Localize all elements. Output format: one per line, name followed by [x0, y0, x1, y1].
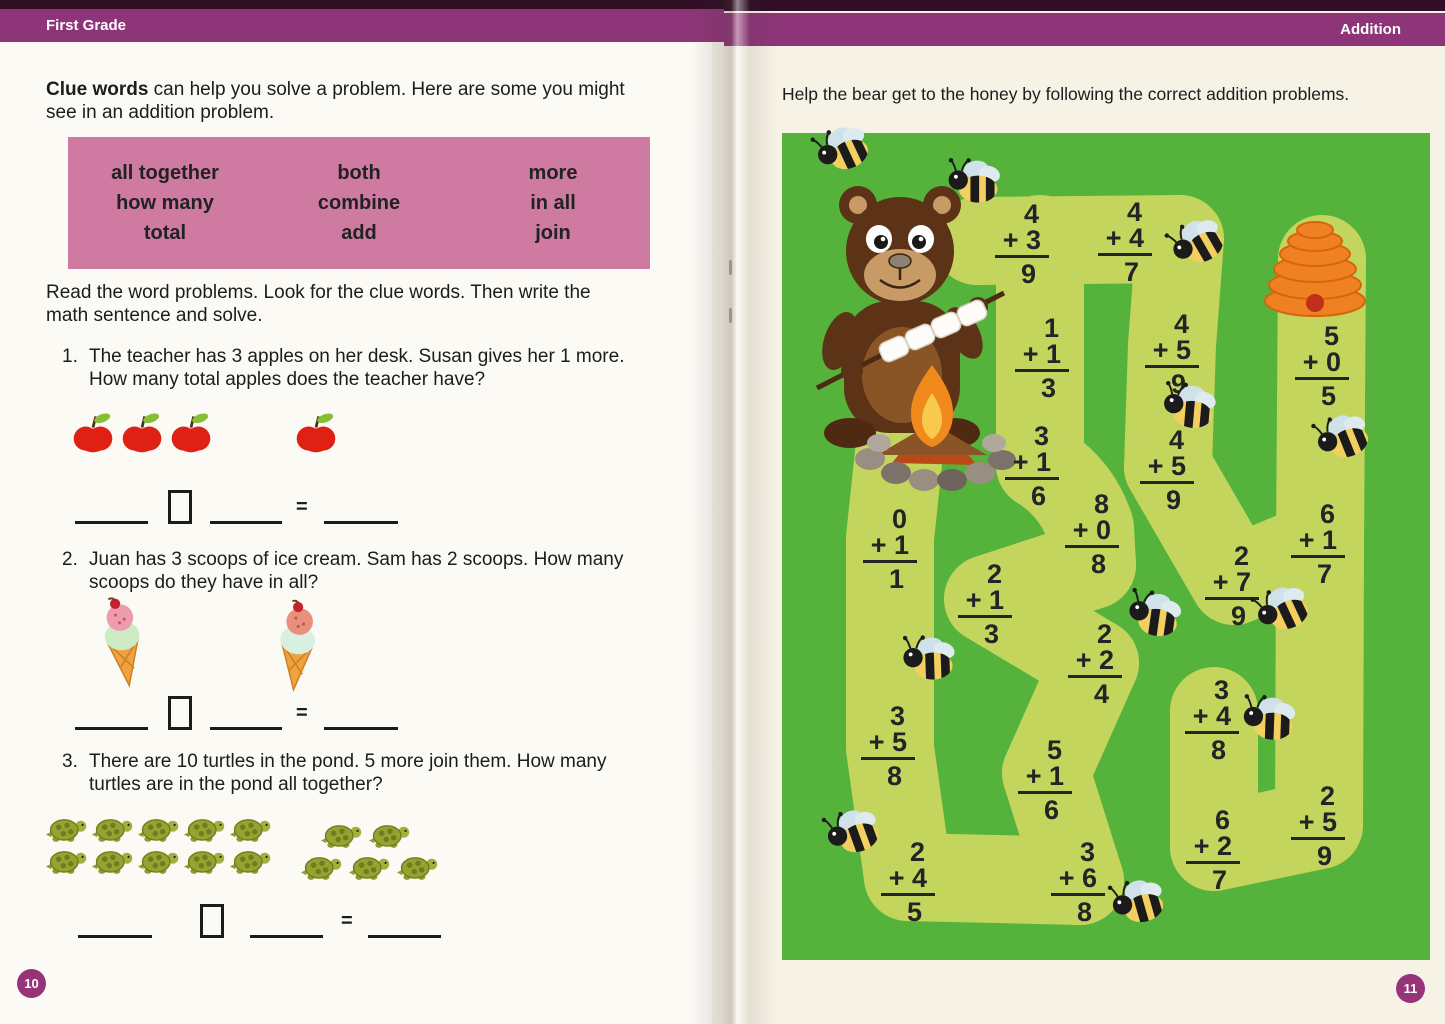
- equals-sign: =: [341, 910, 353, 932]
- answer-blank[interactable]: [324, 697, 398, 730]
- clue-words-box: [68, 137, 650, 269]
- maze-addition-problem[interactable]: 3 + 5 8: [861, 703, 915, 790]
- answer-blank[interactable]: [324, 491, 398, 524]
- addition-maze: [782, 133, 1430, 960]
- turtle-icon: [91, 814, 135, 844]
- answer-row-2: [75, 692, 398, 730]
- turtle-icon: [91, 846, 135, 876]
- bee-icon: [940, 153, 1010, 217]
- right-header-bar: [724, 13, 1445, 46]
- clue-column-3: more in all join: [528, 162, 578, 244]
- operator-box[interactable]: [200, 904, 224, 938]
- equals-sign: =: [296, 702, 308, 724]
- bee-icon: [1106, 875, 1173, 935]
- maze-addition-problem[interactable]: 2 + 1 3: [958, 561, 1012, 648]
- ice-cream-group-1: [92, 596, 154, 690]
- maze-addition-problem[interactable]: 4 + 5 9: [1140, 427, 1194, 514]
- maze-addition-problem[interactable]: 6 + 2 7: [1186, 807, 1240, 894]
- turtle-icon: [183, 846, 227, 876]
- intro-bold-lead: Clue words: [46, 79, 149, 100]
- maze-addition-problem[interactable]: 2 + 4 5: [881, 839, 935, 926]
- turtle-icon: [396, 852, 440, 882]
- turtle-icon: [368, 820, 412, 850]
- turtle-icon: [229, 846, 273, 876]
- word-problem-1: 1. The teacher has 3 apples on her desk. Susan gives her 1 more. How many total apples does the teacher have?: [62, 346, 625, 390]
- turtle-icon: [183, 814, 227, 844]
- answer-blank[interactable]: [210, 697, 282, 730]
- maze-addition-problem[interactable]: 4 + 5 9: [1145, 311, 1199, 398]
- apple-icon: [293, 410, 339, 456]
- bee-icon: [820, 803, 890, 867]
- turtles-group-1: [45, 814, 279, 876]
- clue-column-1: all together how many total: [111, 162, 219, 244]
- answer-blank[interactable]: [210, 491, 282, 524]
- turtle-icon: [320, 820, 364, 850]
- intro-paragraph: [46, 78, 686, 124]
- answer-blank[interactable]: [75, 491, 148, 524]
- right-page-header: Addition: [1340, 21, 1401, 38]
- maze-addition-problem[interactable]: 5 + 1 6: [1018, 737, 1072, 824]
- maze-addition-problem[interactable]: 3 + 1 6: [1005, 423, 1059, 510]
- word-problem-3: 3. There are 10 turtles in the pond. 5 more join them. How many turtles are in the pond all together?: [62, 751, 607, 795]
- turtles-group-2: [300, 820, 440, 882]
- ice-cream-group-2: [266, 600, 328, 694]
- apple-icon: [70, 410, 116, 456]
- turtle-row: [300, 852, 440, 882]
- page-number-right: 11: [1396, 974, 1425, 1003]
- bee-icon: [896, 631, 965, 693]
- turtle-icon: [45, 814, 89, 844]
- maze-addition-problem[interactable]: 4 + 3 9: [995, 201, 1049, 288]
- turtle-icon: [348, 852, 392, 882]
- left-page-header: First Grade: [46, 17, 127, 34]
- answer-blank[interactable]: [75, 697, 148, 730]
- answer-row-1: [75, 486, 398, 524]
- maze-addition-problem[interactable]: 6 + 1 7: [1291, 501, 1345, 588]
- ice-cream-cone-icon: [261, 597, 332, 697]
- turtle-row: [320, 820, 440, 850]
- word-problem-2: 2. Juan has 3 scoops of ice cream. Sam has 2 scoops. How many scoops do they have in all?: [62, 549, 624, 593]
- bee-icon: [820, 803, 890, 867]
- page-number-left: 10: [17, 969, 46, 998]
- intro-line2: see in an addition problem.: [46, 102, 275, 123]
- apple-icon: [119, 410, 165, 456]
- clue-column-2: both combine add: [317, 162, 401, 244]
- turtle-icon: [300, 852, 344, 882]
- maze-addition-problem[interactable]: 8 + 0 8: [1065, 491, 1119, 578]
- apples-group-1: [70, 410, 214, 456]
- answer-blank[interactable]: [78, 905, 152, 938]
- answer-blank[interactable]: [368, 905, 441, 938]
- maze-addition-problem[interactable]: 2 + 5 9: [1291, 783, 1345, 870]
- turtle-icon: [229, 814, 273, 844]
- ice-cream-cone-icon: [87, 593, 160, 694]
- apple-icon: [168, 410, 214, 456]
- staple: [729, 308, 732, 323]
- maze-addition-problem[interactable]: 0 + 1 1: [863, 506, 917, 593]
- maze-addition-problem[interactable]: 3 + 6 8: [1051, 839, 1105, 926]
- answer-blank[interactable]: [250, 905, 323, 938]
- maze-instructions: Help the bear get to the honey by following the correct addition problems.: [782, 84, 1350, 104]
- maze-addition-problem[interactable]: 2 + 7 9: [1205, 543, 1259, 630]
- left-header-bar: [0, 9, 724, 42]
- operator-box[interactable]: [168, 490, 192, 524]
- operator-box[interactable]: [168, 696, 192, 730]
- apples-group-2: [293, 410, 339, 456]
- turtle-icon: [137, 846, 181, 876]
- maze-addition-problem[interactable]: 1 + 1 3: [1015, 315, 1069, 402]
- maze-addition-problem[interactable]: 3 + 4 8: [1185, 677, 1239, 764]
- turtle-icon: [45, 846, 89, 876]
- bee-icon: [940, 153, 1010, 217]
- bee-icon: [896, 631, 965, 693]
- turtle-icon: [137, 814, 181, 844]
- staple: [729, 260, 732, 275]
- instructions-paragraph: Read the word problems. Look for the clue words. Then write the math sentence and solve.: [46, 282, 591, 326]
- equals-sign: =: [296, 496, 308, 518]
- intro-line1: can help you solve a problem. Here are some you might: [148, 79, 625, 100]
- answer-row-3: [78, 900, 441, 938]
- maze-addition-problem[interactable]: 5 + 0 5: [1295, 323, 1349, 410]
- maze-addition-problem[interactable]: 2 + 2 4: [1068, 621, 1122, 708]
- bee-icon: [1106, 875, 1173, 935]
- maze-addition-problem[interactable]: 4 + 4 7: [1098, 199, 1152, 286]
